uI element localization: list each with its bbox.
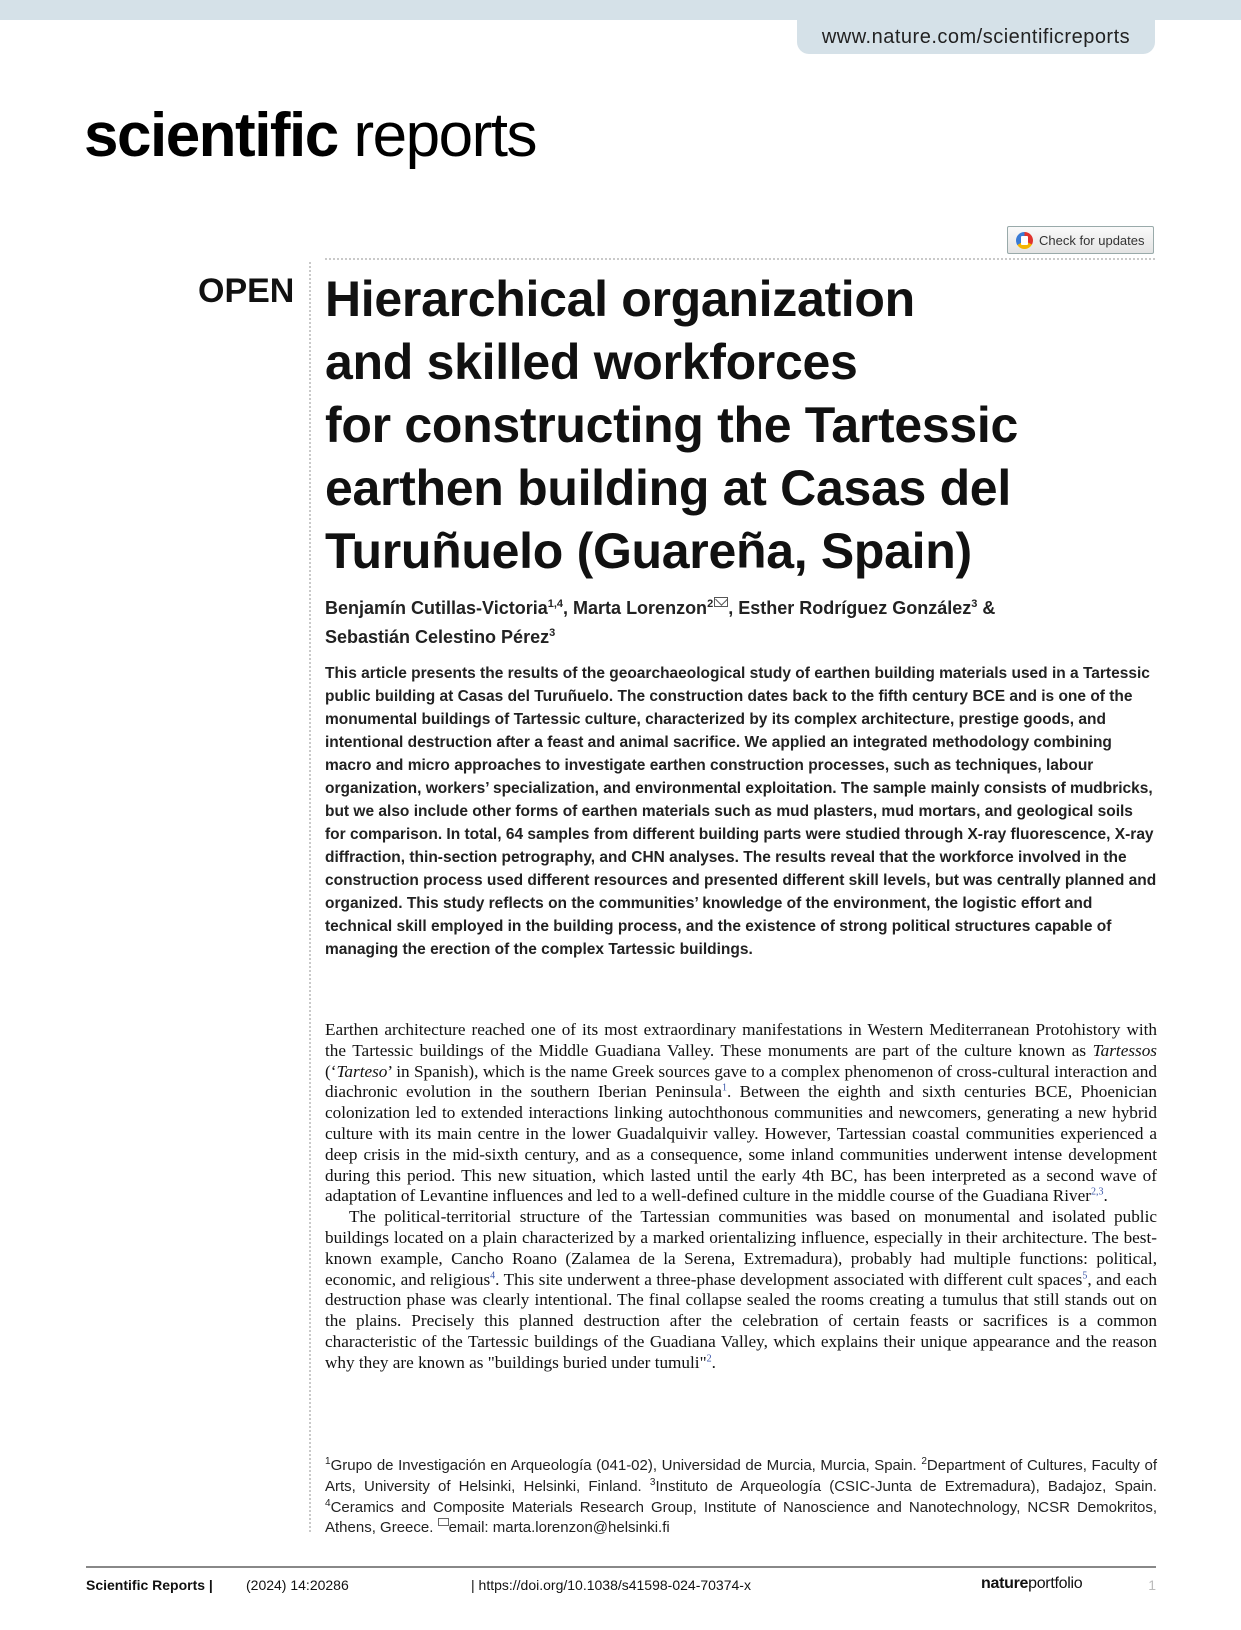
affiliation-text: Instituto de Arqueología (CSIC-Junta de Extremadura), Badajoz, Spain.: [655, 1477, 1157, 1495]
italic-term: Tartessos: [1092, 1040, 1157, 1060]
publisher-logo-bold: nature: [981, 1575, 1029, 1592]
author-list: [325, 592, 1155, 650]
reference-link[interactable]: 2,3: [1091, 1186, 1104, 1198]
corresponding-email[interactable]: email: marta.lorenzon@helsinki.fi: [448, 1519, 670, 1537]
text-run: .: [1103, 1186, 1108, 1206]
text-run: (‘: [325, 1061, 337, 1081]
author-affiliation: 1,4: [547, 598, 564, 610]
reference-link[interactable]: 5: [1082, 1269, 1088, 1281]
affiliations: [325, 1456, 1157, 1539]
reference-link[interactable]: 1: [721, 1082, 727, 1094]
journal-url[interactable]: www.nature.com/scientificreports: [797, 20, 1155, 54]
page-number: 1: [1148, 1577, 1156, 1593]
reference-link[interactable]: 2: [706, 1353, 712, 1365]
affiliation-text: Grupo de Investigación en Arqueología (041-02), Universidad de Murcia, Murcia, Spain.: [330, 1457, 922, 1474]
text-run: Earthen architecture reached one of its most extraordinary manifestations in Western Mediterranean Protohistory with the Tartessic buildings of the Middle Guadiana Valley. These monuments are part of the culture known as: [325, 1020, 1157, 1060]
crossmark-icon: [1016, 232, 1033, 249]
text-run: .: [711, 1352, 716, 1372]
affiliation-number: 2: [921, 1456, 927, 1467]
text-run: , and each destruction phase was clearly intentional. The final collapse sealed the rooms creating a tumulus that still stands out on the plains. Precisely this planned destruction after the celebration of certain feasts or sacrifices is a common characteristic of the Tartessic buildings of the Guadiana Valley, which explains their unique appearance and the reason why they are known as "buildings buried under tumuli": [325, 1269, 1157, 1372]
text-run: . This site underwent a three-phase development associated with different cult spaces: [495, 1269, 1083, 1289]
mail-icon[interactable]: [714, 597, 728, 607]
footer-divider: [86, 1566, 1156, 1568]
text-run: . Between the eighth and sixth centuries BCE, Phoenician colonization led to extended interactions linking autochthonous communities and newcomers, generating a new hybrid culture with its main centre in the lower Guadalquivir valley. However, Tartessian coastal communities experienced a deep crisis in the mid-sixth century, and as a consequence, some inland communities underwent intense development during this period. This new situation, which lasted until the early 4th BC, has been interpreted as a second wave of adaptation of Levantine influences and led to a well-defined culture in the middle course of the Guadiana River: [325, 1082, 1157, 1206]
page-footer: [86, 1577, 1156, 1599]
author-affiliation: 3: [971, 598, 978, 610]
title-line: for constructing the Tartessic: [325, 397, 1018, 453]
author-separator: ,: [563, 598, 574, 618]
title-line: earthen building at Casas del: [325, 460, 1011, 516]
publisher-logo: [981, 1575, 1082, 1593]
text-run: ’ in Spanish), which is the name Greek sources gave to a complex phenomenon of cross-cultural interaction and diachronic evolution in the southern Iberian Peninsula: [325, 1061, 1157, 1102]
affiliation-number: 1: [325, 1456, 331, 1467]
open-access-label: OPEN: [198, 272, 295, 310]
title-line: and skilled workforces: [325, 334, 858, 390]
journal-logo[interactable]: [84, 100, 536, 172]
author-name[interactable]: Marta Lorenzon: [573, 598, 708, 618]
publisher-logo-light: portfolio: [1028, 1575, 1083, 1592]
author-name[interactable]: Sebastián Celestino Pérez: [325, 627, 550, 647]
margin-divider: [309, 262, 311, 1532]
affiliation-text: Department of Cultures, Faculty of Arts, University of Helsinki, Helsinki, Finland.: [325, 1457, 1157, 1495]
affiliation-text: Ceramics and Composite Materials Research Group, Institute of Nanoscience and Nanotechnology, NCSR Demokritos, Athens, Greece.: [325, 1498, 1157, 1537]
abstract: This article presents the results of the geoarchaeological study of earthen building materials used in a Tartessic public building at Casas del Turuñuelo. The construction dates back to the fifth century BCE and is one of the monumental buildings of Tartessic culture, characterized by its complex architecture, prestige goods, and intentional destruction after a feast and animal sacrifice. We applied an integrated methodology combining macro and micro approaches to investigate earthen construction processes, such as techniques, labour organization, workers’ specialization, and environmental exploitation. The sample mainly consists of mudbricks, but we also include other forms of earthen materials such as mud plasters, mud mortars, and geological soils for comparison. In total, 64 samples from different building parts were studied through X-ray fluorescence, X-ray diffraction, thin-section petrography, and CHN analyses. The results reveal that the workforce involved in the construction process used different resources and presented different skill levels, but was centrally planned and organized. This study reflects on the communities’ knowledge of the environment, the logistic effort and technical skill employed in the building process, and the existence of strong political structures capable of managing the erection of the complex Tartessic buildings.: [325, 665, 1157, 958]
author-affiliation: 2: [707, 598, 714, 610]
author-affiliation: 3: [549, 627, 556, 639]
text-run: The political-territorial structure of the Tartessian communities was based on monumental and isolated public buildings located on a plain characterized by a marked orientalizing influence, especially in their architecture. The best-known example, Cancho Roano (Zalamea de la Serena, Extremadura), probably had multiple functions: political, economic, and religious: [325, 1207, 1157, 1289]
header-divider: [325, 258, 1155, 260]
title-line: Hierarchical organization: [325, 271, 915, 327]
author-separator: ,: [728, 598, 739, 618]
author-separator: &: [977, 598, 996, 618]
author-name[interactable]: Benjamín Cutillas-Victoria: [325, 598, 548, 618]
check-updates-label: Check for updates: [1039, 232, 1145, 248]
check-for-updates-button[interactable]: [1007, 226, 1154, 254]
email-icon: [438, 1518, 449, 1526]
reference-link[interactable]: 4: [490, 1269, 496, 1281]
footer-volume: (2024) 14:20286: [246, 1577, 349, 1593]
body-paragraph: [325, 1207, 1157, 1373]
logo-bold-part: scientific: [84, 101, 338, 170]
article-title: [325, 268, 1155, 583]
top-bar: [0, 0, 1241, 20]
footer-journal-name: Scientific Reports |: [86, 1577, 213, 1593]
title-line: Turuñuelo (Guareña, Spain): [325, 523, 972, 579]
italic-term: Tarteso: [336, 1061, 388, 1081]
article-body: [325, 1020, 1157, 1374]
affiliation-number: 3: [649, 1476, 656, 1488]
body-paragraph: [325, 1020, 1157, 1207]
affiliation-number: 4: [325, 1497, 331, 1509]
footer-doi-link[interactable]: | https://doi.org/10.1038/s41598-024-70374-x: [471, 1577, 751, 1593]
author-name[interactable]: Esther Rodríguez González: [738, 598, 972, 618]
logo-light-part: reports: [337, 101, 536, 170]
